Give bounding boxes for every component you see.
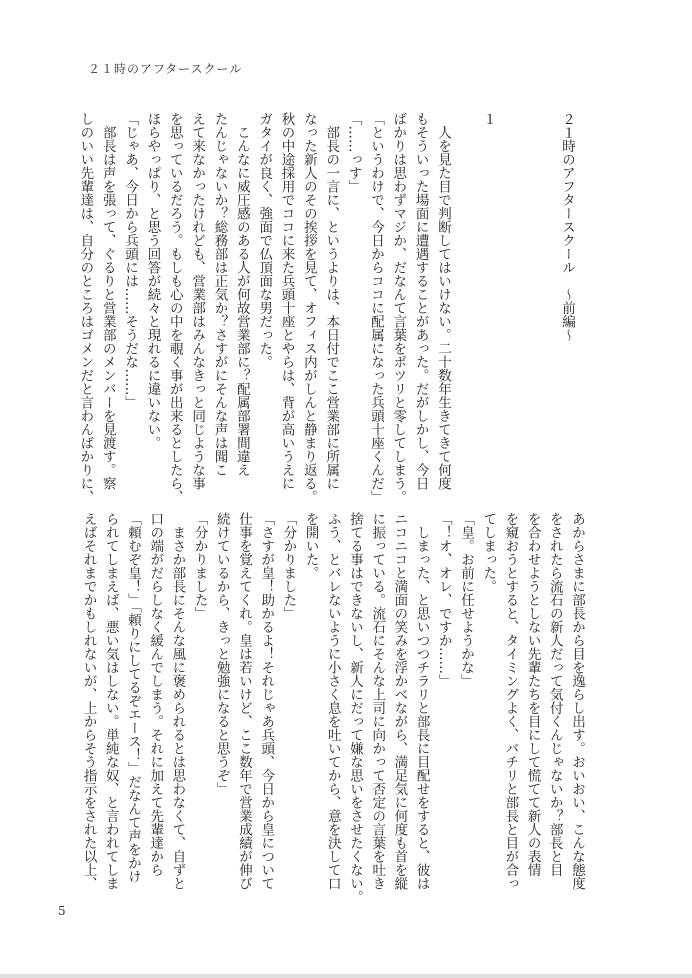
text-line: 「分かりました」 bbox=[191, 512, 208, 620]
text-line: を開いた。 bbox=[302, 512, 319, 580]
text-line: しのいい先輩達は、自分のところはゴメンだと言わんばかりに、 bbox=[77, 112, 94, 504]
text-line: えて来なかったけれども、営業部はみんなきっと同じような事 bbox=[189, 112, 206, 490]
text-line: 「分かりました」 bbox=[280, 512, 297, 620]
text-line: に振っている。流石にそんな上司に向かって否定の言葉を吐き bbox=[369, 512, 386, 890]
text-line: 部長は声を張って、ぐるりと営業部のメンバーを見渡す。察 bbox=[99, 112, 116, 490]
text-line: を思っているだろう。もしも心の中を覗く事が出来るとしたら、 bbox=[166, 112, 183, 504]
text-line: てしまった。 bbox=[480, 512, 497, 593]
text-line: 「じゃあ、今日から兵頭には……そうだな……」 bbox=[122, 112, 139, 409]
text-line: 人を見た目で判断してはいけない。二十数年生きてきて何度 bbox=[435, 112, 451, 490]
text-line: をされたら流石の新人だって気付くんじゃないか？部長と目 bbox=[546, 512, 563, 877]
story-title: ２１時のアフタースクール ～前編～ bbox=[559, 112, 575, 342]
text-line: を窺おうとすると、タイミングよく、バチリと部長と目が合っ bbox=[502, 512, 519, 890]
text-line: 「というわけで、今日からココに配属になった兵頭十座くんだ」 bbox=[367, 112, 384, 504]
text-line: あからさまに部長から目を逸らし出す。おいおい、こんな態度 bbox=[569, 512, 585, 890]
text-line: 「頼むぞ皇！」「頼りにしてるぞエース！」だなんて声をかけ bbox=[125, 512, 141, 884]
text-line: 秋の中途採用でココに来た兵頭十座とやらは、背が高いうえに bbox=[278, 112, 295, 490]
text-line: ガタイが良く、強面で仏頂面な男だった。 bbox=[256, 112, 273, 369]
text-line: なった新人のその挨拶を見て、オフィス内がしんと静まり返る。 bbox=[300, 112, 317, 504]
text-line: ふう、とバレないように小さく息を吐いてから、意を決して口 bbox=[324, 512, 341, 890]
text-line: 部長の一言に、というよりは、本日付でここ営業部に所属に bbox=[323, 112, 340, 490]
text-line: えばそれまでかもしれないが、上からそう指示をされた以上、 bbox=[80, 512, 97, 890]
text-line: 「皇。お前に任せようかな」 bbox=[458, 512, 474, 688]
text-line: 口の端がだらしなく緩んでしまう。それに加えて先輩達から bbox=[147, 512, 164, 877]
running-header: ２１時のアフタースクール bbox=[88, 62, 243, 76]
text-line: もそういった場面に遭遇することがあった。だがしかし、今日 bbox=[412, 112, 429, 490]
text-line: を合わせようとしない先輩たちを目にして慌てて新人の表情 bbox=[524, 512, 541, 877]
text-line: ほらやっぱり、と思う回答が続々と現れるに違いない。 bbox=[144, 112, 161, 450]
text-line: ばかりは思わずマジか、だなんて言葉をポツリと零してしまう。 bbox=[390, 112, 407, 504]
text-line: 「……っす」 bbox=[345, 112, 362, 193]
text-line: 「さすが皇！助かるよ！それじゃあ兵頭、今日から皇について bbox=[258, 512, 275, 890]
text-line: 仕事を覚えてくれ。皇は若いけど、ここ数年で営業成績が伸び bbox=[236, 512, 252, 890]
text-line: こんなに威圧感のある人が何故営業部に？配属部署間違え bbox=[233, 112, 250, 477]
text-line: しまった、と思いつつチラリと部長に目配せをすると、彼は bbox=[413, 512, 430, 890]
text-line: ニコニコと満面の笑みを浮かべながら、満足気に何度も首を縦 bbox=[391, 512, 408, 890]
text-line: 続けているから、きっと勉強になると思うぞ」 bbox=[213, 512, 230, 796]
text-line: 「！オ、オレ、ですか……」 bbox=[435, 512, 452, 688]
text-line: られてしまえば、悪い気はしない。単純な奴、と言われてしま bbox=[102, 512, 119, 890]
chapter-number: １ bbox=[480, 112, 496, 126]
page-number: 5 bbox=[58, 904, 66, 918]
text-line: たんじゃないか？総務部は正気か？さすがにそんな声は聞こ bbox=[211, 112, 228, 477]
text-line: まさか部長にそんな風に褒められるとは思わなくて、自ずと bbox=[169, 512, 186, 890]
page-bottom-edge bbox=[0, 974, 692, 978]
text-line: 捨てる事はできないし、新人にだって嫌な思いをさせたくない。 bbox=[347, 512, 363, 904]
